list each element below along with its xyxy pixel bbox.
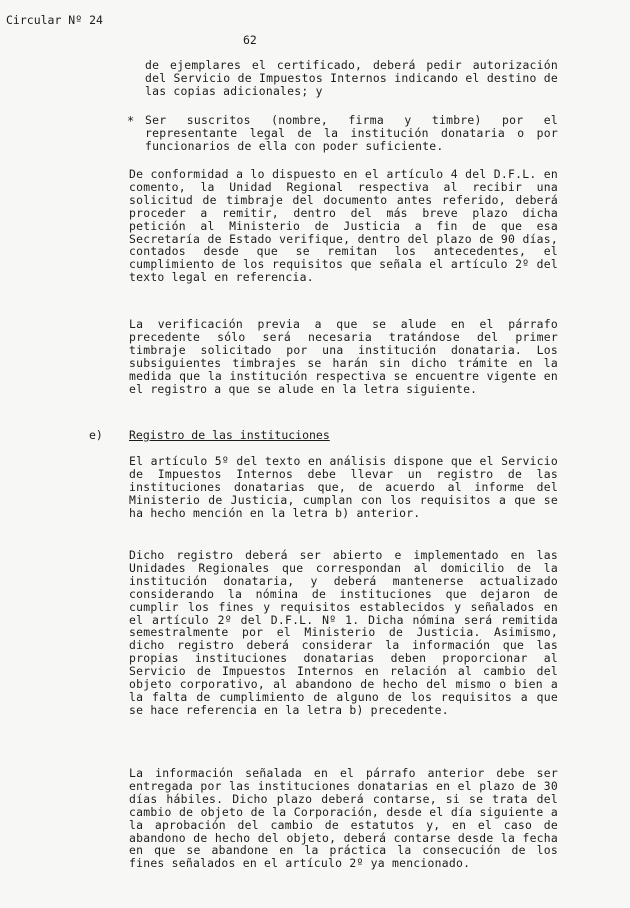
paragraph-copies: de ejemplares el certificado, deberá pedir autorización del Servicio de Impuestos Internos indicando el destino de las copias adicionales; y [145, 58, 558, 98]
section-e-label: e) [89, 428, 103, 442]
paragraph-signature: Ser suscritos (nombre, firma y timbre) por el representante legal de la institución donataria o por funcionarios de ella con poder suficiente. [145, 113, 558, 153]
page-number: 62 [243, 33, 257, 47]
circular-header: Circular Nº 24 [6, 13, 103, 27]
bullet-asterisk: * [127, 114, 135, 128]
paragraph-informacion: La información señalada en el párrafo anterior debe ser entregada por las instituciones donatarias en el plazo de 30 días hábiles. Dicho plazo deberá contarse, si se trata del cambio de objeto de la Corporación, desde el día siguiente a la aprobación del cambio de estatutos y, en el caso de abandono de hecho del objeto, deberá contarse desde la fecha en que se abandone en la práctica la consecución de los fines señalados en el artículo 2º ya mencionado. [129, 766, 558, 871]
paragraph-registro: Dicho registro deberá ser abierto e implementado en las Unidades Regionales que correspondan al domicilio de la institución donataria, y deberá mantenerse actualizado considerando la nómina de instituciones que dejaron de cumplir los fines y requisitos establecidos y señalados en el artículo 2º del D.F.L. Nº 1. Dicha nómina será remitida semestralmente por el Ministerio de Justicia. Asimismo, dicho registro deberá considerar la información que las propias instituciones donatarias deben proporcionar al Servicio de Impuestos Internos en relación al cambio del objeto corporativo, al abandono de hecho del mismo o bien a la falta de cumplimiento de alguno de los requisitos a que se hace referencia en la letra b) precedente. [129, 548, 558, 717]
paragraph-articulo-5: El artículo 5º del texto en análisis dispone que el Servicio de Impuestos Internos debe llevar un registro de las instituciones donatarias que, de acuerdo al informe del Ministerio de Justicia, cumplan con los requisitos a que se ha hecho mención en la letra b) anterior. [129, 454, 558, 520]
paragraph-verificacion: La verificación previa a que se alude en el párrafo precedente sólo será necesaria tratándose del primer timbraje solicitado por una institución donataria. Los subsiguientes timbrajes se harán sin dicho trámite en la medida que la institución respectiva se encuentre vigente en el registro a que se alude en la letra siguiente. [129, 317, 558, 396]
paragraph-conformidad: De conformidad a lo dispuesto en el artículo 4 del D.F.L. en comento, la Unidad Regional respectiva al recibir una solicitud de timbraje del documento antes referido, deberá proceder a remitir, dentro del más breve plazo dicha petición al Ministerio de Justicia a fin de que esa Secretaría de Estado verifique, dentro del plazo de 90 días, contados desde que se remitan los antecedentes, el cumplimiento de los requisitos que señala el artículo 2º del texto legal en referencia. [129, 167, 558, 285]
section-e-title: Registro de las instituciones [129, 428, 330, 442]
